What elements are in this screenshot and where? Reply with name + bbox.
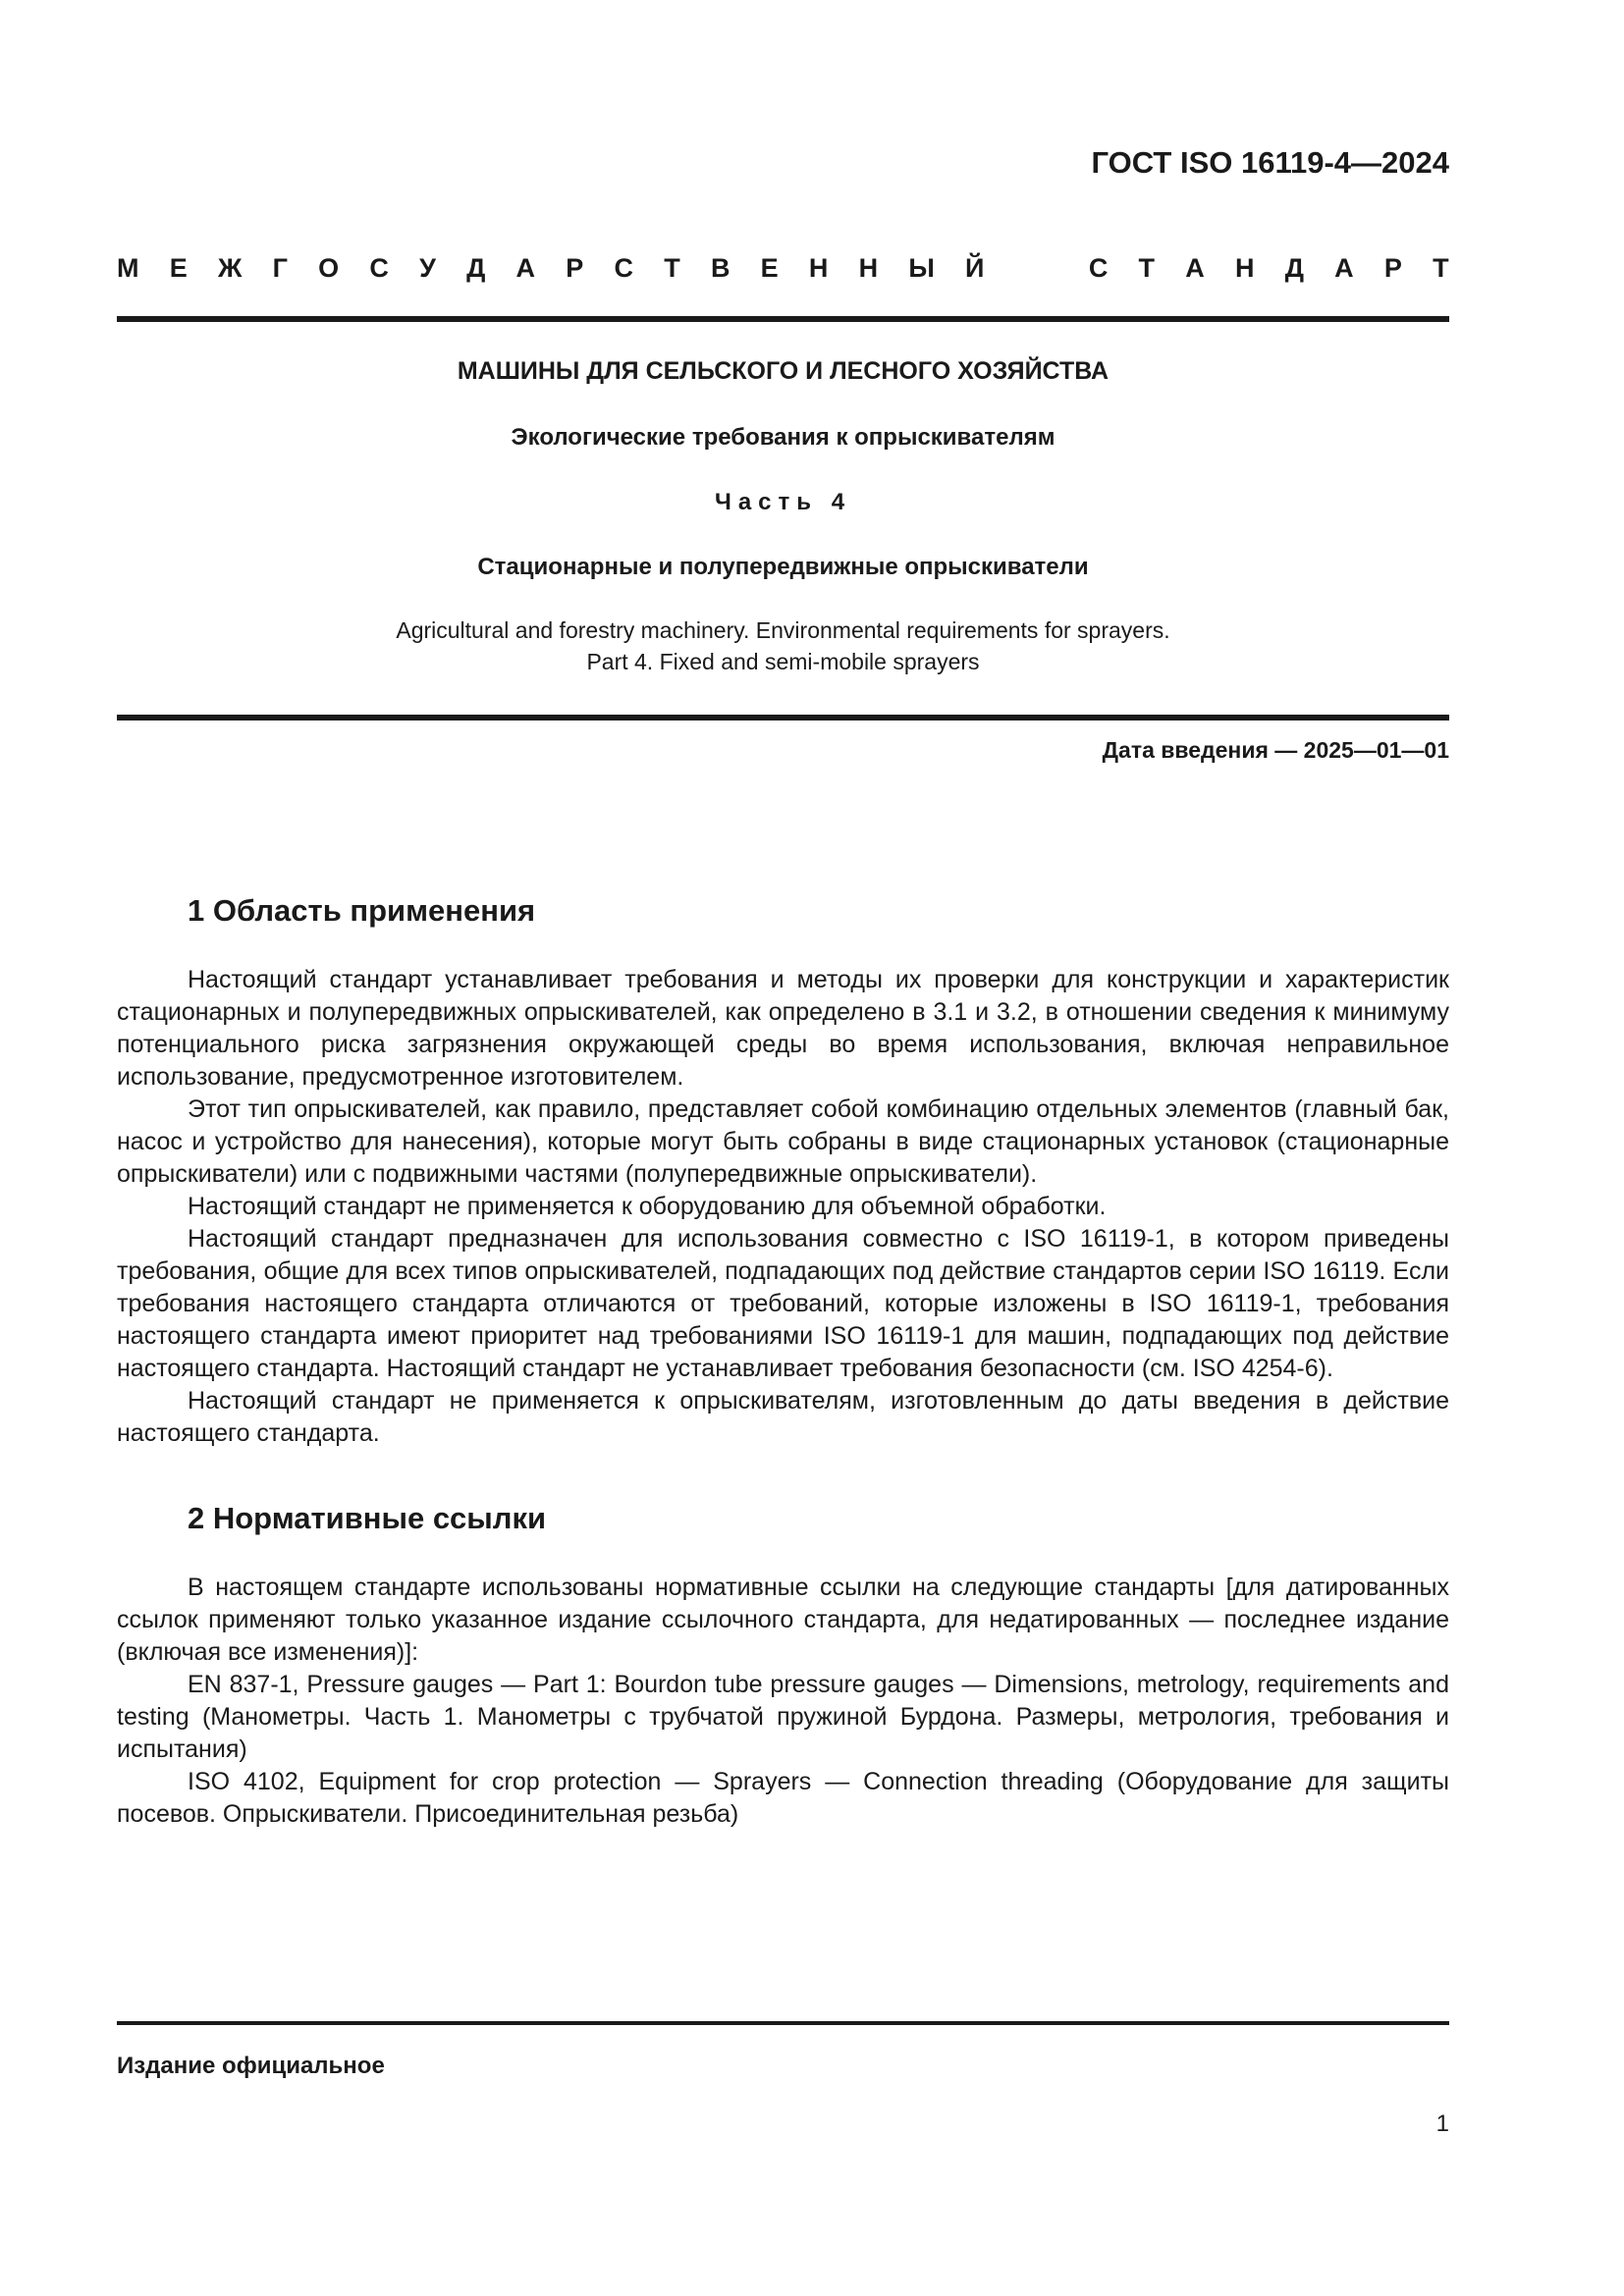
- introduction-date: Дата введения — 2025—01—01: [1102, 737, 1449, 763]
- part-label: Часть 4: [714, 489, 852, 515]
- page-number: 1: [1435, 2110, 1449, 2137]
- heading-letter: М: [117, 253, 139, 283]
- heading-letter: О: [318, 253, 340, 283]
- interstate-standard-heading: [117, 253, 1449, 284]
- paragraph: Этот тип опрыскивателей, как правило, представляет собой комбинацию отдельных элементов (главный бак, насос и устройство для нанесения), которые могут быть собраны в виде стационарных установок (стационарные опрыскиватели) или с подвижными частями (полупередвижные опрыскиватели).: [117, 1095, 1449, 1188]
- heading-letter: Г: [272, 253, 288, 283]
- heading-letter: А: [1334, 253, 1354, 283]
- heading-letter: Е: [760, 253, 779, 283]
- heading-letter: Р: [566, 253, 584, 283]
- heading-letter: В: [710, 253, 731, 283]
- standard-subtitle: Экологические требования к опрыскивателям: [511, 424, 1056, 451]
- document-code: ГОСТ ISO 16119-4—2024: [1091, 145, 1449, 180]
- heading-letter: Т: [1138, 253, 1156, 283]
- paragraph: Настоящий стандарт устанавливает требования и методы их проверки для конструкции и характеристик стационарных и полупередвижных опрыскивателей, как определено в 3.1 и 3.2, в отношении сведения к минимуму потенциального риска загрязнения окружающей среды во время использования, включая неправильное использование, предусмотренное изготовителем.: [117, 966, 1449, 1091]
- heading-letter: Т: [664, 253, 680, 283]
- heading-letter: Й: [964, 253, 985, 283]
- heading-letter: Н: [1234, 253, 1255, 283]
- header-rule: [117, 316, 1449, 322]
- heading-letter: А: [515, 253, 536, 283]
- official-edition-label: Издание официальное: [117, 2053, 385, 2079]
- heading-letter: Ы: [908, 253, 935, 283]
- heading-letter: Д: [466, 253, 486, 283]
- title-rule: [117, 715, 1449, 721]
- paragraph: Настоящий стандарт не применяется к оборудованию для объемной обработки.: [188, 1193, 1107, 1220]
- heading-letter: Д: [1284, 253, 1304, 283]
- heading-letter: А: [1185, 253, 1205, 283]
- heading-letter: Р: [1383, 253, 1402, 283]
- english-title: [117, 614, 1449, 677]
- reference-item: ISO 4102, Equipment for crop protection — Sprayers — Connection threading (Оборудование для защиты посевов. Опрыскиватели. Присоединительная резьба): [117, 1768, 1449, 1828]
- footer-rule: [117, 2021, 1449, 2025]
- document-body: [117, 891, 1449, 1831]
- reference-item: EN 837-1, Pressure gauges — Part 1: Bourdon tube pressure gauges — Dimensions, metrology, requirements and testing (Манометры. Часть 1. Манометры с трубчатой пружиной Бурдона. Размеры, метрология, требования и испытания): [117, 1671, 1449, 1763]
- heading-letter: С: [369, 253, 389, 283]
- paragraph: Настоящий стандарт предназначен для использования совместно с ISO 16119-1, в котором приведены требования, общие для всех типов опрыскивателей, подпадающих под действие стандартов серии ISO 16119. Если требования настоящего стандарта отличаются от требований, которые изложены в ISO 16119-1, требования настоящего стандарта имеют приоритет над требованиями ISO 16119-1 для машин, подпадающих под действие настоящего стандарта. Настоящий стандарт не устанавливает требования безопасности (см. ISO 4254-6).: [117, 1225, 1449, 1382]
- heading-letter: Ж: [217, 253, 243, 283]
- heading-letter: Т: [1433, 253, 1449, 283]
- standard-title: МАШИНЫ ДЛЯ СЕЛЬСКОГО И ЛЕСНОГО ХОЗЯЙСТВА: [457, 357, 1110, 385]
- word-gap: [1015, 253, 1058, 284]
- section-heading: 2 Нормативные ссылки: [188, 1501, 547, 1535]
- section-heading: 1 Область применения: [188, 893, 536, 928]
- heading-letter: С: [614, 253, 633, 283]
- english-title-line: Part 4. Fixed and semi-mobile sprayers: [586, 649, 980, 674]
- part-name: Стационарные и полупередвижные опрыскиватели: [477, 554, 1089, 580]
- paragraph: В настоящем стандарте использованы нормативные ссылки на следующие стандарты [для датированных ссылок применяют только указанное издание ссылочного стандарта, для недатированных — последнее издание (включая все изменения)]:: [117, 1574, 1449, 1666]
- paragraph: Настоящий стандарт не применяется к опрыскивателям, изготовленным до даты введения в действие настоящего стандарта.: [117, 1387, 1449, 1447]
- heading-letter: У: [419, 253, 436, 283]
- heading-letter: Н: [858, 253, 879, 283]
- english-title-line: Agricultural and forestry machinery. Environmental requirements for sprayers.: [396, 617, 1170, 643]
- heading-letter: С: [1088, 253, 1109, 283]
- heading-letter: Н: [808, 253, 829, 283]
- heading-letter: Е: [169, 253, 188, 283]
